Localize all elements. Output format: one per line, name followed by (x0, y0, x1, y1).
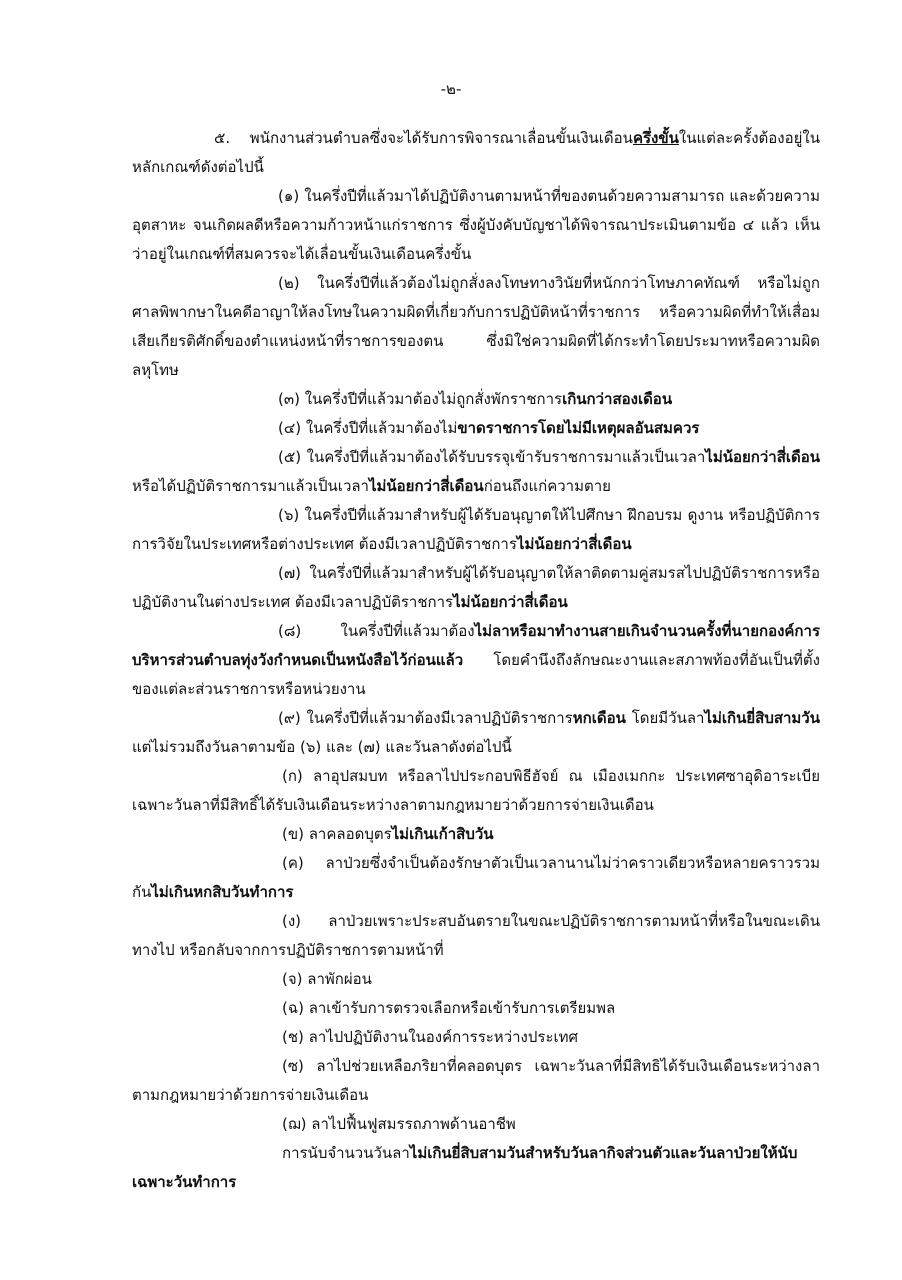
criterion-6-emphasis: ไม่น้อยกว่าสี่เดือน (516, 535, 632, 553)
clause-5-text: ๕. พนักงานส่วนตำบลซึ่งจะได้รับการพิจารณาเลื่อนขั้นเงินเดือน (214, 129, 633, 147)
criterion-8-emphasis: ไม่ลาหรือมาทำงานสายเกินจำนวนครั้งที่นายกองค์การบริหารส่วนตำบลทุ่งวังกำหนดเป็นหนังสือไว้ก่อนแล้ว (132, 622, 820, 669)
criterion-8-text: (๘) ในครึ่งปีที่แล้วมาต้อง (278, 622, 475, 640)
criterion-8-text-2: โดยคำนึงถึงลักษณะงานและสภาพท้องที่อันเป็นที่ตั้งของแต่ละส่วนราชการหรือหน่วยงาน (132, 651, 820, 698)
closing-text: การนับจำนวนวันลา (282, 1144, 410, 1162)
leave-item-chong: (ช) ลาไปปฏิบัติงานในองค์การระหว่างประเทศ (282, 1028, 579, 1046)
criterion-4 (132, 414, 820, 443)
criterion-5-text: (๕) ในครึ่งปีที่แล้วมาต้องได้รับบรรจุเข้ารับราชการมาแล้วเป็นเวลา (278, 448, 706, 466)
criterion-3-text: (๓) ในครึ่งปีที่แล้วมาต้องไม่ถูกสั่งพักราชการ (278, 390, 563, 408)
leave-item-kho (132, 820, 820, 849)
leave-item-kho-khon (132, 849, 820, 907)
criterion-6-text: (๖) ในครึ่งปีที่แล้วมาสำหรับผู้ได้รับอนุญาตให้ไปศึกษา ฝึกอบรม ดูงาน หรือปฏิบัติการ การวิจัยในประเทศหรือต่างประเทศ ต้องมีเวลาปฏิบัติราชการ (132, 506, 820, 553)
leave-item-kho-emphasis: ไม่เกินเก้าสิบวัน (391, 825, 494, 843)
closing-emphasis: ไม่เกินยี่สิบสามวันสำหรับวันลากิจส่วนตัวและวันลาป่วยให้นับเฉพาะวันทำการ (132, 1144, 798, 1191)
leave-item-kho-khon-emphasis: ไม่เกินหกสิบวันทำการ (151, 883, 294, 901)
criterion-7-text: (๗) ในครึ่งปีที่แล้วมาสำหรับผู้ได้รับอนุญาตให้ลาติดตามคู่สมรสไปปฏิบัติราชการหรือปฏิบัติงานในต่างประเทศ ต้องมีเวลาปฏิบัติราชการ (132, 564, 820, 611)
clause-5-text-end: ในแต่ละครั้งต้องอยู่ในหลักเกณฑ์ดังต่อไปนี้ (132, 129, 820, 176)
criterion-9-text: (๙) ในครึ่งปีที่แล้วมาต้องมีเวลาปฏิบัติราชการ (278, 709, 573, 727)
leave-item-so: (ซ) ลาไปช่วยเหลือภริยาที่คลอดบุตร เฉพาะวันลาที่มีสิทธิได้รับเงินเดือนระหว่างลาตามกฎหมายว่าด้วยการจ่ายเงินเดือน (132, 1057, 820, 1104)
criterion-5-emphasis-2: ไม่น้อยกว่าสี่เดือน (368, 477, 484, 495)
criterion-9-text-2: โดยมีวันลา (625, 709, 705, 727)
leave-item-ko: (ก) ลาอุปสมบท หรือลาไปประกอบพิธีฮัจย์ ณ เมืองเมกกะ ประเทศซาอุดิอาระเบีย เฉพาะวันลาที่มีสิทธิ์ได้รับเงินเดือนระหว่างลาตามกฎหมายว่าด้วยการจ่ายเงินเดือน (132, 767, 820, 814)
criterion-5 (132, 443, 820, 501)
criterion-7-emphasis: ไม่น้อยกว่าสี่เดือน (453, 593, 568, 611)
page-number: -๒- (440, 80, 462, 98)
criterion-1: (๑) ในครึ่งปีที่แล้วมาได้ปฏิบัติงานตามหน้าที่ของตนด้วยความสามารถ และด้วยความอุตสาหะ จนเกิดผลดีหรือความก้าวหน้าแก่ราชการ ซึ่งผู้บังคับบัญชาได้พิจารณาประเมินตามข้อ ๔ แล้ว เห็นว่าอยู่ในเกณฑ์ที่สมควรจะได้เลื่อนขั้นเงินเดือนครึ่งขั้น (132, 187, 820, 263)
leave-item-kho-text: (ข) ลาคลอดบุตร (282, 825, 392, 843)
criterion-5-emphasis-1: ไม่น้อยกว่าสี่เดือน (705, 448, 820, 466)
leave-item-cho: (จ) ลาพักผ่อน (282, 970, 372, 988)
criterion-3-emphasis: เกินกว่าสองเดือน (562, 390, 673, 408)
criterion-5-text-3: ก่อนถึงแก่ความตาย (483, 477, 611, 495)
closing-paragraph (132, 1139, 820, 1197)
criterion-3 (132, 385, 820, 414)
leave-item-kho-khon-text: (ค) ลาป่วยซึ่งจำเป็นต้องรักษาตัวเป็นเวลานานไม่ว่าคราวเดียวหรือหลายคราวรวมกัน (132, 854, 820, 901)
criterion-9 (132, 704, 820, 762)
criterion-8 (132, 617, 820, 704)
criterion-9-emphasis-1: หกเดือน (572, 709, 626, 727)
leave-item-ngo: (ง) ลาป่วยเพราะประสบอันตรายในขณะปฏิบัติราชการตามหน้าที่หรือในขณะเดินทางไป หรือกลับจากการปฏิบัติราชการตามหน้าที่ (132, 912, 820, 959)
criterion-7 (132, 559, 820, 617)
criterion-9-text-3: แต่ไม่รวมถึงวันลาตามข้อ (๖) และ (๗) และวันลาดังต่อไปนี้ (132, 738, 512, 756)
leave-item-cho-choe: (ฌ) ลาไปฟื้นฟูสมรรถภาพด้านอาชีพ (282, 1115, 516, 1133)
criterion-4-text: (๔) ในครึ่งปีที่แล้วมาต้องไม่ (278, 419, 458, 437)
criterion-4-emphasis: ขาดราชการโดยไม่มีเหตุผลอันสมควร (457, 419, 700, 437)
criterion-5-text-2: หรือได้ปฏิบัติราชการมาแล้วเป็นเวลา (132, 477, 369, 495)
criterion-2: (๒) ในครึ่งปีที่แล้วต้องไม่ถูกสั่งลงโทษทางวินัยที่หนักกว่าโทษภาคทัณฑ์ หรือไม่ถูกศาลพิพากษาในคดีอาญาให้ลงโทษในความผิดที่เกี่ยวกับการปฏิบัติหน้าที่ราชการ หรือความผิดที่ทำให้เสื่อมเสียเกียรติศักดิ์ของตำแหน่งหน้าที่ราชการของตน ซึ่งมิใช่ความผิดที่ได้กระทำโดยประมาทหรือความผิดลหุโทษ (132, 274, 820, 379)
document-body (132, 124, 820, 1197)
clause-5 (132, 124, 820, 182)
leave-item-chor: (ฉ) ลาเข้ารับการตรวจเลือกหรือเข้ารับการเตรียมพล (282, 999, 616, 1017)
clause-5-emphasis: ครึ่งขั้น (632, 129, 679, 147)
criterion-6 (132, 501, 820, 559)
criterion-9-emphasis-2: ไม่เกินยี่สิบสามวัน (704, 709, 820, 727)
